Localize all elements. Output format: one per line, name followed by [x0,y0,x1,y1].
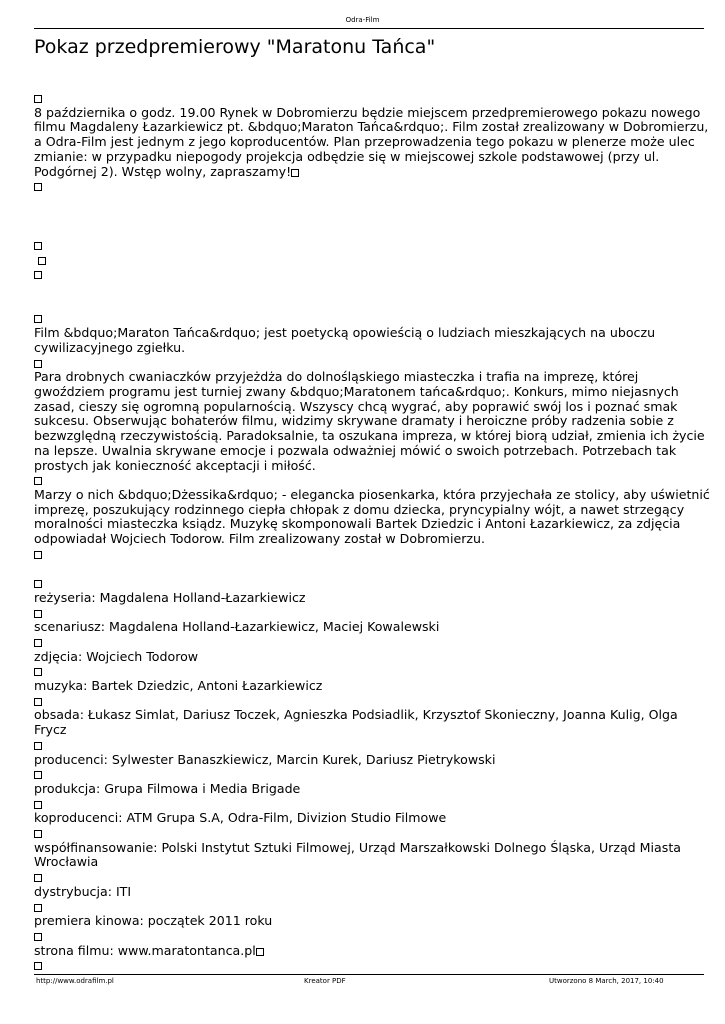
missing-glyph-icon [34,477,42,485]
spacer [34,297,710,312]
header-rule [34,28,704,29]
missing-glyph-icon [34,933,42,941]
description-paragraph: Marzy o nich &bdquo;Dżessika&rdquo; - elegancka piosenkarka, która przyjechała ze stolicy, aby uświetnić imprezę, poszukujący rodzinnego ciepła chłopak z domu dziecka, pryncypialny wójt, a nawet strzegący moralności miasteczka ksiądz. Muzykę skomponowali Bartek Dziedzic i Antoni Łazarkiewicz, za zdjęcia odpowiadał Wojciech Todorow. Film zrealizowany został w Dobromierzu. [34,486,710,547]
credit-line: reżyseria: Magdalena Holland-Łazarkiewicz [34,589,306,605]
footer-generator: Kreator PDF [304,977,346,985]
placeholder-box-line [34,900,710,915]
page-title: Pokaz przedpremierowy "Maratonu Tańca" [34,36,436,58]
placeholder-box-line [34,929,710,944]
placeholder-box-line [34,635,710,650]
spacer [34,561,710,576]
placeholder-box-line [34,547,710,562]
credit-line: dystrybucja: ITI [34,883,132,899]
placeholder-box-line [34,958,710,973]
credit-line: scenariusz: Magdalena Holland-Łazarkiewicz, Maciej Kowalewski [34,619,440,635]
film-website-text: strona filmu: www.maratontanca.pl [34,942,256,958]
placeholder-box-line [34,267,710,282]
footer-created: Utworzono 8 March, 2017, 10:40 [549,977,664,985]
placeholder-box-line [34,694,710,709]
missing-glyph-icon [34,551,42,559]
credit-line-film-website [34,944,710,959]
intro-paragraph [34,106,710,180]
missing-glyph-icon [256,948,264,956]
missing-glyph-icon [34,360,42,368]
credit-line: muzyka: Bartek Dziedzic, Antoni Łazarkiewicz [34,678,323,694]
credit-line: produkcja: Grupa Filmowa i Media Brigade [34,780,301,796]
article-body [34,91,710,973]
placeholder-box-line [34,870,710,885]
credit-line: premiera kinowa: początek 2011 roku [34,913,273,929]
placeholder-box-line [34,356,710,371]
placeholder-box-line [34,738,710,753]
footer-rule [34,974,704,975]
placeholder-box-line [34,826,710,841]
missing-glyph-icon [291,169,299,177]
placeholder-box-line [34,179,710,194]
credit-line: współfinansowanie: Polski Instytut Sztuki Filmowej, Urząd Marszałkowski Dolnego Śląska, Urząd Miasta Wrocławia [34,839,681,870]
missing-glyph-icon [34,580,42,588]
missing-glyph-icon [34,242,42,250]
placeholder-box-line [34,473,710,488]
missing-glyph-icon [34,830,42,838]
missing-glyph-icon [34,271,42,279]
placeholder-box-line [34,767,710,782]
missing-glyph-icon [34,698,42,706]
missing-glyph-icon [34,183,42,191]
intro-text: 8 października o godz. 19.00 Rynek w Dobromierzu będzie miejscem przedpremierowego pokazu nowego filmu Magdaleny Łazarkiewicz pt. &bdquo;Maraton Tańca&rdquo;. Film został zrealizowany w Dobromierzu, a Odra-Film jest jednym z jego koproducentów. Plan przeprowadzenia tego pokazu w plenerze może ulec zmianie: w przypadku niepogody projekcja odbędzie się w miejscowej szkole podstawowej (przy ul. Podgórnej 2). Wstęp wolny, zapraszamy! [34,104,709,179]
missing-glyph-icon [34,95,42,103]
spacer [34,194,710,209]
missing-glyph-icon [34,610,42,618]
placeholder-box-line [34,797,710,812]
missing-glyph-icon [34,962,42,970]
footer-url: http://www.odrafilm.pl [36,977,114,985]
placeholder-box-line [34,253,710,268]
placeholder-box-line [34,311,710,326]
placeholder-box-line [34,238,710,253]
credit-line: obsada: Łukasz Simlat, Dariusz Toczek, Agnieszka Podsiadlik, Krzysztof Skonieczny, Joanna Kulig, Olga Frycz [34,707,678,738]
placeholder-box-line [34,91,710,106]
credit-line: koproducenci: ATM Grupa S.A, Odra-Film, Divizion Studio Filmowe [34,810,447,826]
description-paragraph: Film &bdquo;Maraton Tańca&rdquo; jest poetycką opowieścią o ludziach mieszkających na uboczu cywilizacyjnego zgiełku. [34,325,656,355]
missing-glyph-icon [34,639,42,647]
placeholder-box-line [34,576,710,591]
missing-glyph-icon [34,771,42,779]
placeholder-box-line [34,664,710,679]
missing-glyph-icon [38,257,46,265]
missing-glyph-icon [34,874,42,882]
spacer [34,282,710,297]
spacer [34,223,710,238]
missing-glyph-icon [34,904,42,912]
missing-glyph-icon [34,315,42,323]
missing-glyph-icon [34,742,42,750]
missing-glyph-icon [34,668,42,676]
credit-line: producenci: Sylwester Banaszkiewicz, Marcin Kurek, Dariusz Pietrykowski [34,751,496,767]
description-paragraph: Para drobnych cwaniaczków przyjeżdża do dolnośląskiego miasteczka i trafia na imprezę, której gwoździem programu jest turniej zwany &bdquo;Maratonem tańca&rdquo;. Konkurs, mimo niejasnych zasad, cieszy się ogromną popularnością. Wszyscy chcą wygrać, aby poprawić swój los i poznać smak sukcesu. Obserwując bohaterów filmu, widzimy skrywane dramaty i heroiczne próby radzenia sobie z bezwzględną rzeczywistością. Paradoksalnie, ta oszukana impreza, w której biorą udział, zmienia ich życie na lepsze. Uwalnia skrywane emocje i pozwala odważniej mówić o swoich potrzebach. Potrzebach tak prostych jak konieczność akceptacji i miłość. [34,369,705,473]
credit-line: zdjęcia: Wojciech Todorow [34,648,199,664]
spacer [34,209,710,224]
placeholder-box-line [34,606,710,621]
header-site-name: Odra-Film [345,16,380,24]
missing-glyph-icon [34,801,42,809]
